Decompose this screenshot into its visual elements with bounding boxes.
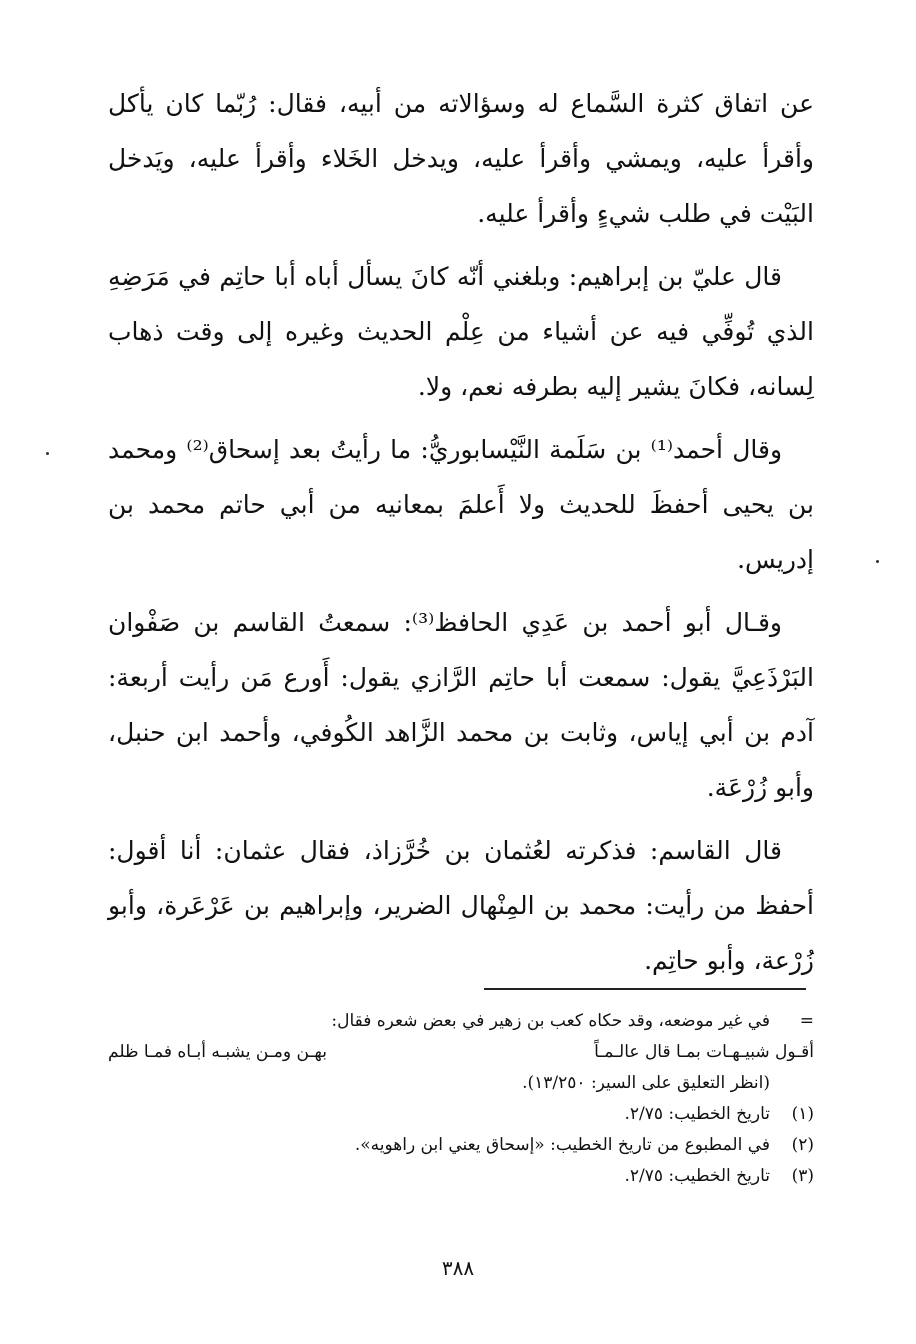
paragraph-5: قال القاسم: فذكرته لعُثمان بن خُرَّزاذ، فقال عثمان: أنا أقول: أحفظ من رأيت: محمد بن المِنْهال الضرير، وإبراهيم بن عَرْعَرة، وأبو زُرْعة، وأبو حاتِم. bbox=[108, 836, 814, 975]
footnote-marker: (٣) bbox=[791, 1166, 814, 1186]
scan-speck bbox=[876, 560, 879, 563]
paragraph-4: وقـال أبو أحمد بن عَدِي الحافظ⁽³⁾: سمعتُ القاسم بن صَفْوان البَرْذَعِيَّ يقول: سمعت أبا حاتِم الرَّازي يقول: أَورع مَن رأيت أربعة: آدم بن أبي إياس، وثابت بن محمد الزَّاهد الكُوفي، وأحمد ابن حنبل، وأبو زُرْعَة. bbox=[108, 608, 814, 802]
footnote-text: في غير موضعه، وقد حكاه كعب بن زهير في بعض شعره فقال: bbox=[331, 1011, 770, 1031]
footnote-marker: (١) bbox=[791, 1104, 814, 1124]
footnote-text: في المطبوع من تاريخ الخطيب: «إسحاق يعني ابن راهويه». bbox=[354, 1135, 770, 1155]
paragraph-2: قال عليّ بن إبراهيم: وبلغني أنّه كانَ يسأل أباه أبا حاتِم في مَرَضِهِ الذي تُوفِّي فيه عن أشياء من عِلْم الحديث وغيره إلى وقت ذهاب لِسانه، فكانَ يشير إليه بطرفه نعم، ولا. bbox=[108, 262, 814, 401]
footnote-1 bbox=[108, 1099, 814, 1130]
footnote-3 bbox=[108, 1161, 814, 1192]
footnote-2 bbox=[108, 1130, 814, 1161]
footnote-marker: = bbox=[799, 1011, 814, 1031]
footnote-text: تاريخ الخطيب: ٢/٧٥. bbox=[624, 1104, 770, 1124]
verse-first-hemistich: أقـول شبيـهـات بمـا قال عالـمـاً bbox=[594, 1042, 814, 1062]
footnote-reference: (انظر التعليق على السير: ١٣/٢٥٠). bbox=[522, 1073, 770, 1093]
footnote-marker: (٢) bbox=[791, 1135, 814, 1155]
paragraph-1: عن اتفاق كثرة السَّماع له وسؤالاته من أبيه، فقال: رُبّما كان يأكل وأقرأ عليه، ويمشي وأقرأ عليه، ويدخل الخَلاء وأقرأ عليه، ويَدخل البَيْت في طلب شيءٍ وأقرأ عليه. bbox=[108, 89, 814, 228]
poem-verse bbox=[108, 1037, 814, 1068]
footnote-separator bbox=[484, 988, 806, 990]
main-text bbox=[108, 76, 814, 996]
page-number: ٣٨٨ bbox=[441, 1256, 475, 1280]
verse-second-hemistich: بهـن ومـن يشبـه أبـاه فمـا ظلم bbox=[108, 1042, 327, 1062]
footnotes bbox=[108, 1006, 814, 1192]
footnote-text: تاريخ الخطيب: ٢/٧٥. bbox=[624, 1166, 770, 1186]
paragraph-3: وقال أحمد⁽¹⁾ بن سَلَمة النَّيْسابوريُّ: ما رأيتُ بعد إسحاق⁽²⁾ ومحمد بن يحيى أحفظَ للحديث ولا أَعلمَ بمعانيه من أبي حاتم محمد بن إدريس. bbox=[108, 435, 814, 574]
scan-speck bbox=[46, 452, 49, 455]
footnote-continuation bbox=[108, 1006, 814, 1037]
footnote-reference-row bbox=[108, 1068, 814, 1099]
